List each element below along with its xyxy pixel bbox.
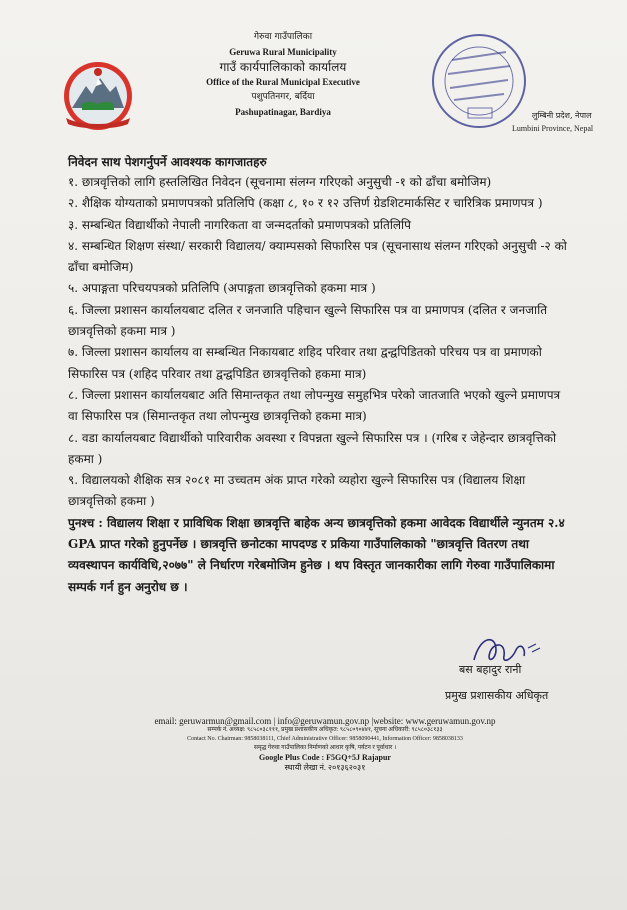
municipality-name-en: Geruwa Rural Municipality <box>229 47 337 57</box>
contact-footer <box>110 716 540 773</box>
officials-contact-en: Contact No. Chairman: 9858038111, Chief Administrative Officer: 9858090441, Information Officer: 9858038133 <box>187 736 463 742</box>
google-plus-code: Google Plus Code : F5GQ+5J Rajapur <box>259 753 391 762</box>
required-documents-list <box>68 172 573 598</box>
list-item: ८. जिल्ला प्रशासन कार्यालयबाट अति सिमान्तकृत तथा लोपन्मुख समुहभित्र परेको जातजाति भएको खुल्ने प्रमाणपत्र वा सिफारिस पत्र (सिमान्तकृत तथा लोपन्मुख छात्रवृत्तिको हकमा मात्र) <box>68 387 561 424</box>
postscript-note: पुनश्च : विद्यालय शिक्षा र प्राविधिक शिक्षा छात्रवृत्ति बाहेक अन्य छात्रवृत्तिको हकमा आवेदक विद्यार्थीले न्युनतम २.४ GPA प्राप्त गरेको हुनुपर्नेछ । छात्रवृत्ति छनोटका मापदण्ड र प्रकिया गाउँपालिकाको "छात्रवृत्ति वितरण तथा व्यवस्थापन कार्यविधि,२०७७" ले निर्धारण गरेबमोजिम हुनेछ । थप विस्तृत जानकारीका लागि गेरुवा गाउँपालिकामा सम्पर्क गर्न हुन अनुरोध छ । <box>68 515 565 594</box>
list-item: ९. विद्यालयको शैक्षिक सत्र २०८१ मा उच्चतम अंक प्राप्त गरेको व्यहोरा खुल्ने सिफारिस पत्र (विद्यालय शिक्षा छात्रवृत्तिको हकमा ) <box>68 473 526 509</box>
list-item: १. छात्रवृत्तिको लागि हस्तलिखित निवेदन (सूचनामा संलग्न गरिएको अनुसुची -१ को ढाँचा बमोजिम) <box>68 175 492 189</box>
list-item: ६. जिल्ला प्रशासन कार्यालयबाट दलित र जनजाति पहिचान खुल्ने सिफारिस पत्र वा प्रमाणपत्र (दलित र जनजाति छात्रवृत्तिको हकमा मात्र ) <box>68 302 548 339</box>
nepal-emblem-logo <box>62 60 134 132</box>
office-name-en: Office of the Rural Municipal Executive <box>206 77 360 87</box>
email-website-line: email: geruwarmun@gmail.com | info@geruwamun.gov.np |website: www.geruwamun.gov.np <box>154 716 496 726</box>
list-item: ४. सम्बन्धित शिक्षण संस्था/ सरकारी विद्यालय/ क्याम्पसको सिफारिस पत्र (सूचनासाथ संलग्न गरिएको अनुसुची -२ को ढाँचा बमोजिम) <box>68 238 567 275</box>
office-header <box>206 30 360 120</box>
signatory-title: प्रमुख प्रशासकीय अधिकृत <box>445 689 549 702</box>
list-item: ७. जिल्ला प्रशासन कार्यालय वा सम्बन्धित निकायबाट शहिद परिवार तथा द्वन्द्वपिडितको परिचय पत्र वा प्रमाणको सिफारिस पत्र (शहिद परिवार तथा द्वन्द्वपिडित छात्रवृत्तिको हकमा मात्र) <box>68 345 542 381</box>
list-item: ५. अपाङ्गता परिचयपत्रको प्रतिलिपि (अपाङ्गता छात्रवृत्तिको हकमा मात्र ) <box>68 281 376 296</box>
list-item: ८. वडा कार्यालयबाट विद्यार्थीको पारिवारीक अवस्था र विपन्नता खुल्ने सिफारिस पत्र । (गरिब र जेहेन्दार छात्रवृत्तिको हकमा ) <box>68 430 557 466</box>
official-seal-stamp <box>428 30 530 132</box>
signatory-name: बस बहादुर रानी <box>459 663 522 676</box>
address-en: Pashupatinagar, Bardiya <box>235 107 331 117</box>
list-item: ३. सम्बन्धित विद्यार्थीको नेपाली नागरिकता वा जन्मदर्ताको प्रमाणपत्रको प्रतिलिपि <box>68 217 411 232</box>
office-name-np: गाउँ कार्यपालिकाको कार्यालय <box>219 60 347 74</box>
officials-contact-np: सम्पर्क नं. अध्यक्ष: ९८५८०३८१११, प्रमुख प्रशासकीय अधिकृत: ९८५८०९०४४१, सूचना अधिकारी: ९८५८०३८१३३ <box>207 727 443 733</box>
slogan-np: समृद्ध गेरुवा गाउँपालिका निर्माणको आधार कृषि, पर्यटन र पूर्वाधार । <box>253 745 397 751</box>
municipality-name-np: गेरुवा गाउँपालिका <box>253 32 313 42</box>
province-en: Lumbini Province, Nepal <box>512 124 594 133</box>
province-np: लुम्बिनी प्रदेश, नेपाल <box>532 111 592 120</box>
list-item: २. शैक्षिक योग्यताको प्रमाणपत्रको प्रतिलिपि (कक्षा ८, १० र १२ उत्तिर्ण ग्रेडशिटमार्कसिट र चारित्रिक प्रमाणपत्र ) <box>68 196 543 211</box>
document-title: निवेदन साथ पेशगर्नुपर्ने आवश्यक कागजातहरु <box>68 155 267 169</box>
address-np: पशुपतिनगर, बर्दिया <box>251 92 315 102</box>
account-number-np: स्थायी लेखा नं. २०१३६२०३१ <box>284 763 366 772</box>
